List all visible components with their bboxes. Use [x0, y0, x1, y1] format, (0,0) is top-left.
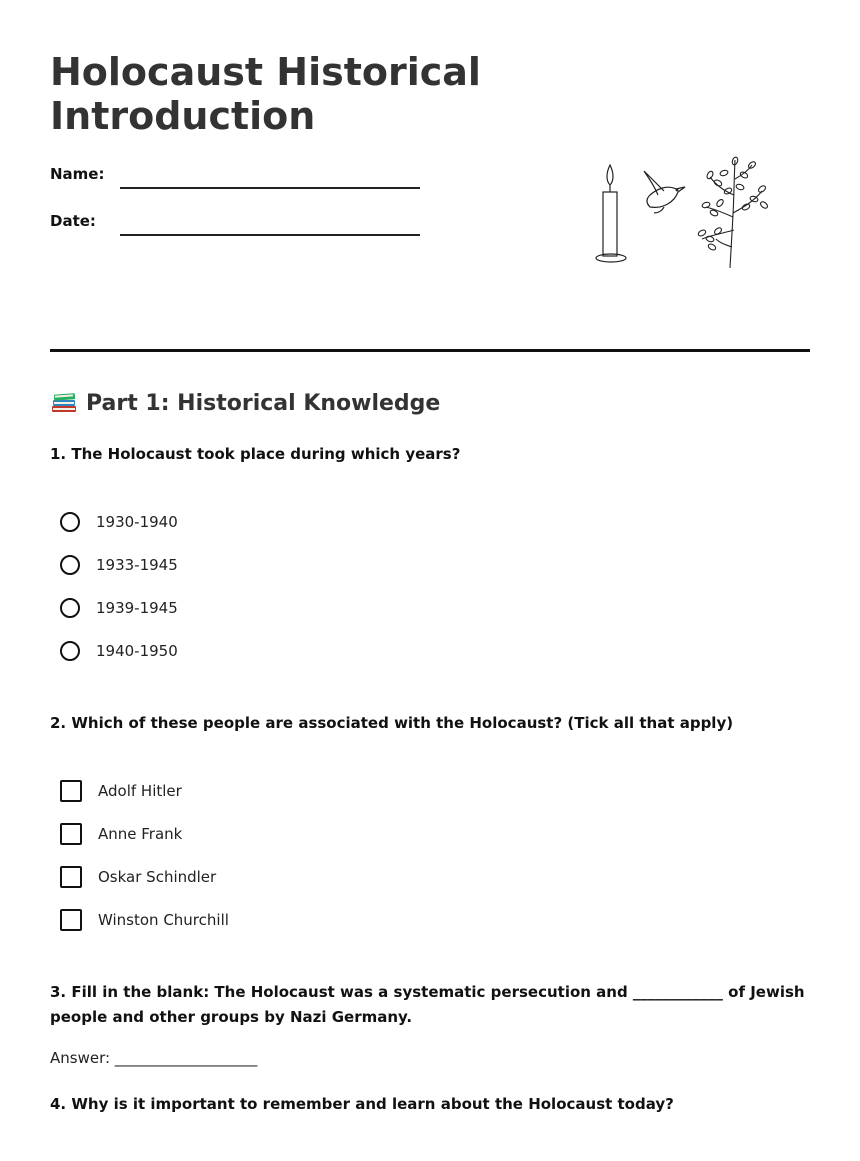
- tree-icon: [697, 156, 768, 268]
- candle-icon: [596, 165, 626, 262]
- option-label: Oskar Schindler: [98, 868, 217, 886]
- option-label: 1940-1950: [96, 642, 178, 660]
- q2-option-2[interactable]: [60, 822, 182, 846]
- question-2: 2. Which of these people are associated with the Holocaust? (Tick all that apply): [50, 714, 734, 732]
- date-label: Date:: [50, 212, 96, 230]
- date-field[interactable]: [120, 234, 420, 236]
- checkbox[interactable]: [60, 780, 82, 802]
- checkbox[interactable]: [60, 823, 82, 845]
- question-3: 3. Fill in the blank: The Holocaust was a systematic persecution and ____________ of Jewish people and other groups by Nazi Germany.: [50, 983, 805, 1026]
- question-4: 4. Why is it important to remember and learn about the Holocaust today?: [50, 1095, 674, 1113]
- q1-option-3[interactable]: [60, 596, 178, 620]
- section-divider: [50, 349, 810, 352]
- section-heading: [50, 388, 440, 416]
- question-1: 1. The Holocaust took place during which years?: [50, 445, 461, 463]
- illustration-svg: [590, 155, 770, 270]
- answer-line[interactable]: Answer: ___________________: [50, 1049, 258, 1067]
- page-title: Holocaust Historical Introduction: [50, 50, 481, 138]
- option-label: Anne Frank: [98, 825, 183, 843]
- q1-option-2[interactable]: [60, 553, 178, 577]
- name-label: Name:: [50, 165, 105, 183]
- option-label: Adolf Hitler: [98, 782, 182, 800]
- radio-button[interactable]: [60, 641, 80, 661]
- books-icon: [50, 388, 78, 414]
- q1-option-1[interactable]: [60, 510, 178, 534]
- option-label: 1933-1945: [96, 556, 178, 574]
- q2-option-3[interactable]: [60, 865, 216, 889]
- radio-button[interactable]: [60, 598, 80, 618]
- header-illustration: [590, 155, 770, 270]
- checkbox[interactable]: [60, 909, 82, 931]
- name-field[interactable]: [120, 187, 420, 189]
- radio-button[interactable]: [60, 512, 80, 532]
- option-label: 1930-1940: [96, 513, 178, 531]
- radio-button[interactable]: [60, 555, 80, 575]
- checkbox[interactable]: [60, 866, 82, 888]
- section-title: Part 1: Historical Knowledge: [86, 391, 441, 416]
- option-label: Winston Churchill: [98, 911, 229, 929]
- q2-option-4[interactable]: [60, 908, 229, 932]
- q2-option-1[interactable]: [60, 779, 182, 803]
- option-label: 1939-1945: [96, 599, 178, 617]
- dove-icon: [644, 171, 685, 213]
- q1-option-4[interactable]: [60, 639, 178, 663]
